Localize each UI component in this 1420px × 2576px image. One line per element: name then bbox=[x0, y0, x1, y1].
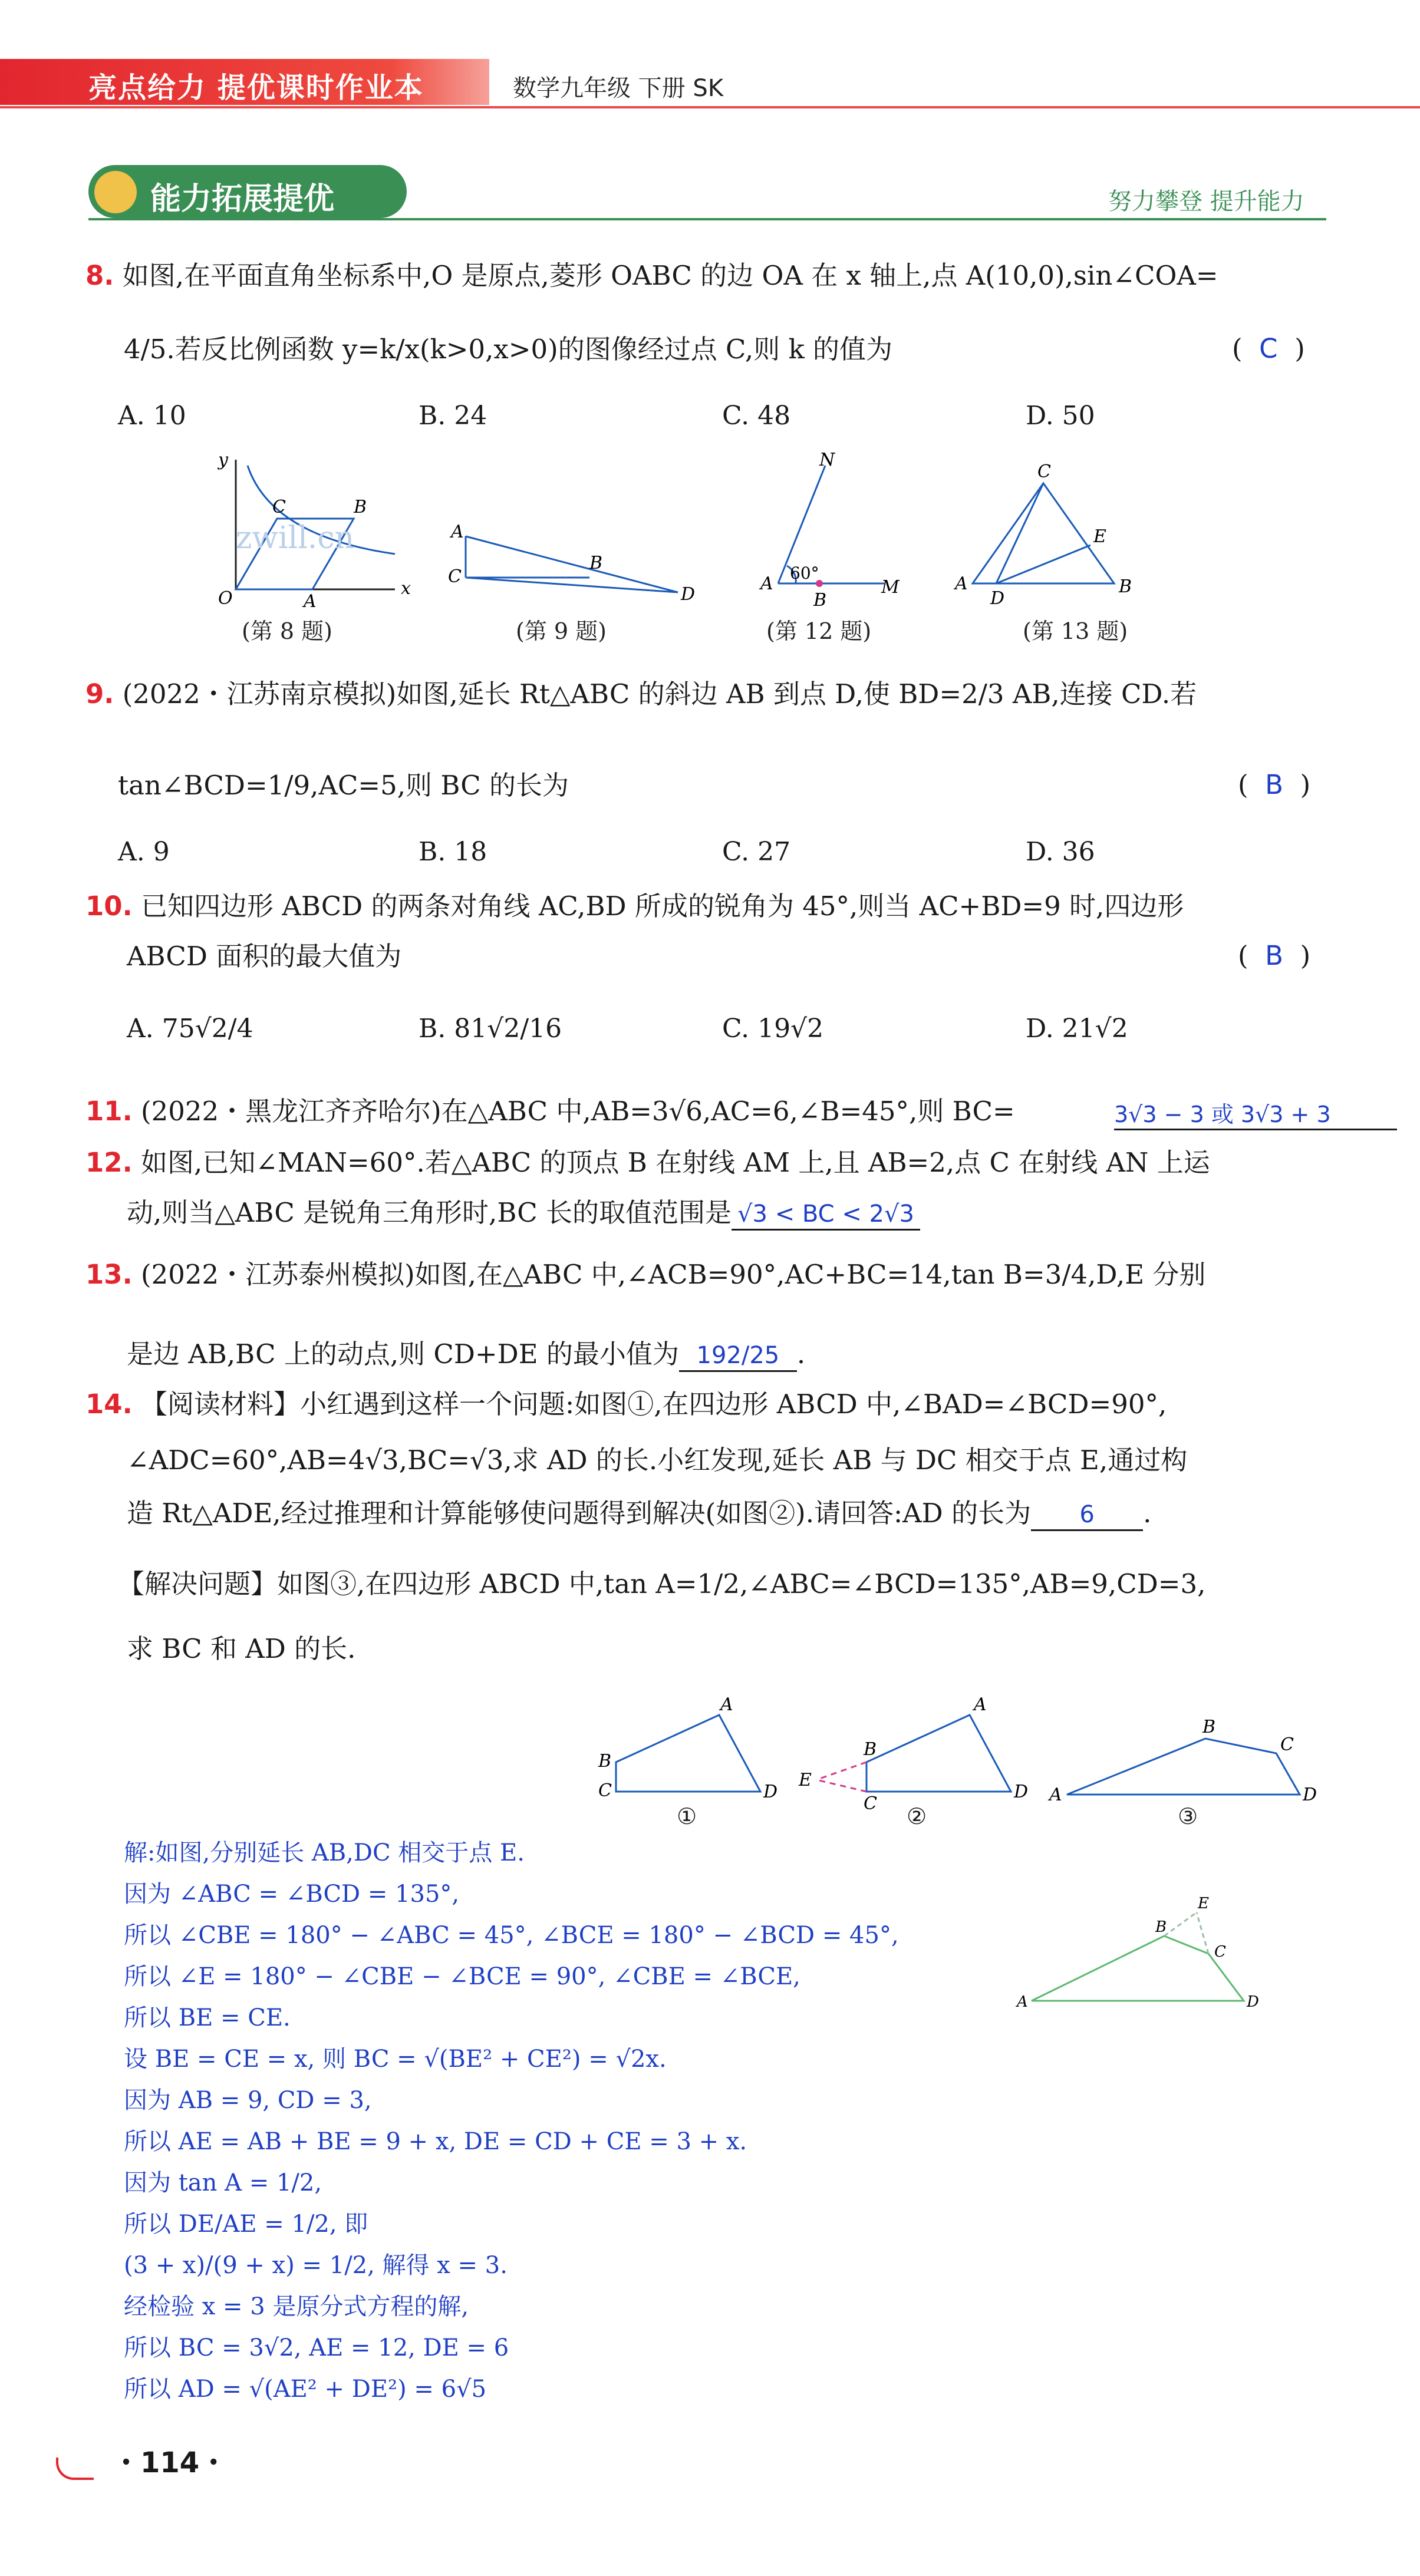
solution-line: 因为 AB = 9, CD = 3, bbox=[124, 2087, 372, 2114]
option-c: C. 48 bbox=[722, 401, 791, 431]
label-b: B bbox=[864, 1739, 877, 1760]
solution-line: 所以 ∠CBE = 180° − ∠ABC = 45°, ∠BCE = 180° − ∠BCD = 45°, bbox=[124, 1922, 899, 1949]
figure-1 bbox=[616, 1715, 760, 1792]
question-11 bbox=[85, 1095, 1015, 1128]
label-d: D bbox=[1247, 1993, 1259, 2011]
option-b: B. 81√2/16 bbox=[419, 1014, 562, 1044]
question-number: 11. bbox=[85, 1096, 133, 1127]
label-c: C bbox=[1214, 1943, 1226, 1961]
question-14-line5: 求 BC 和 AD 的长. bbox=[127, 1633, 356, 1664]
figure-13 bbox=[973, 483, 1114, 583]
label-a: A bbox=[304, 591, 317, 612]
label-c9: C bbox=[448, 566, 462, 587]
solution-line: 因为 ∠ABC = ∠BCD = 135°, bbox=[124, 1881, 460, 1908]
question-9-line1 bbox=[85, 678, 1197, 711]
option-b: B. 24 bbox=[419, 401, 487, 431]
question-8-line1 bbox=[85, 259, 1218, 292]
figure-2 bbox=[867, 1715, 1011, 1792]
solution-line: 所以 BE = CE. bbox=[124, 2004, 291, 2031]
label-c: C bbox=[864, 1793, 877, 1814]
answer-bracket-10: ( B ) bbox=[1238, 940, 1311, 971]
answer-11: 3√3 − 3 或 3√3 + 3 bbox=[1114, 1096, 1397, 1130]
solution-line: 所以 ∠E = 180° − ∠CBE − ∠BCE = 90°, ∠CBE = ∠BCE, bbox=[124, 1963, 800, 1990]
caption-fig8: (第 8 题) bbox=[242, 618, 332, 644]
label-b: B bbox=[354, 497, 367, 517]
label-e13: E bbox=[1093, 526, 1106, 547]
question-number: 10. bbox=[85, 890, 133, 922]
question-13-line1 bbox=[85, 1258, 1205, 1291]
label-a13: A bbox=[955, 573, 968, 594]
solution-line: (3 + x)/(9 + x) = 1/2, 解得 x = 3. bbox=[124, 2252, 508, 2279]
label-a: A bbox=[1049, 1785, 1062, 1805]
label-c: C bbox=[272, 497, 286, 517]
solution-figure bbox=[1014, 1886, 1297, 2016]
label-b13: B bbox=[1119, 576, 1132, 597]
question-number: 8. bbox=[85, 260, 114, 291]
question-14-line2: ∠ADC=60°,AB=4√3,BC=√3,求 AD 的长.小红发现,延长 AB 与 DC 相交于点 E,通过构 bbox=[127, 1444, 1188, 1476]
label-o: O bbox=[218, 588, 233, 609]
label-b: B bbox=[598, 1751, 612, 1772]
label-d13: D bbox=[990, 588, 1005, 609]
figure-label-2: ② bbox=[907, 1803, 927, 1829]
question-text: 如图,已知∠MAN=60°.若△ABC 的顶点 B 在射线 AM 上,且 AB=2,点 C 在射线 AN 上运 bbox=[141, 1147, 1210, 1178]
solution-line: 所以 AE = AB + BE = 9 + x, DE = CD + CE = 3 + x. bbox=[124, 2128, 747, 2155]
question-number: 12. bbox=[85, 1147, 133, 1178]
question-8-line2: 4/5.若反比例函数 y=k/x(k>0,x>0)的图像经过点 C,则 k 的值为 bbox=[124, 334, 893, 365]
option-a: A. 9 bbox=[118, 837, 170, 867]
caption-fig9: (第 9 题) bbox=[516, 618, 607, 644]
solution-line: 所以 AD = √(AE² + DE²) = 6√5 bbox=[124, 2376, 487, 2403]
header-rule bbox=[0, 106, 1420, 108]
answer-bracket-9: ( B ) bbox=[1238, 769, 1311, 800]
question-10-line2: ABCD 面积的最大值为 bbox=[127, 941, 402, 972]
caption-fig12: (第 12 题) bbox=[766, 618, 872, 644]
option-c: C. 19√2 bbox=[722, 1014, 824, 1044]
section-motto: 努力攀登 提升能力 bbox=[1108, 188, 1304, 215]
option-a: A. 10 bbox=[118, 401, 186, 431]
question-text: (2022・江苏泰州模拟)如图,在△ABC 中,∠ACB=90°,AC+BC=14,tan B=3/4,D,E 分别 bbox=[141, 1259, 1206, 1290]
question-14-line3: 造 Rt△ADE,经过推理和计算能够使问题得到解决(如图②).请回答:AD 的长为 6 . bbox=[127, 1497, 1151, 1531]
label-a9: A bbox=[451, 522, 464, 542]
watermark: zwill.cn bbox=[236, 520, 354, 556]
solution-line: 设 BE = CE = x, 则 BC = √(BE² + CE²) = √2x. bbox=[124, 2046, 667, 2073]
answer-10: B bbox=[1265, 940, 1284, 971]
solution-line: 因为 tan A = 1/2, bbox=[124, 2169, 322, 2196]
label-b: B bbox=[1202, 1717, 1216, 1737]
question-12-line1 bbox=[85, 1146, 1210, 1179]
label-d9: D bbox=[681, 584, 696, 605]
label-b9: B bbox=[589, 553, 603, 573]
figure-3 bbox=[1067, 1739, 1300, 1795]
label-n12: N bbox=[819, 450, 835, 470]
label-a: A bbox=[720, 1694, 733, 1715]
question-12-line2 bbox=[127, 1196, 920, 1231]
figure-label-1: ① bbox=[677, 1803, 697, 1829]
page-number-decoration bbox=[56, 2458, 94, 2480]
answer-8: C bbox=[1259, 333, 1278, 364]
figure-9 bbox=[466, 536, 678, 592]
figure-2-dashed bbox=[816, 1762, 867, 1792]
question-text: 动,则当△ABC 是锐角三角形时,BC 长的取值范围是 bbox=[127, 1197, 732, 1228]
label-d: D bbox=[1014, 1782, 1029, 1802]
question-14-line4: 【解决问题】如图③,在四边形 ABCD 中,tan A=1/2,∠ABC=∠BCD=135°,AB=9,CD=3, bbox=[118, 1568, 1206, 1599]
label-d: D bbox=[763, 1782, 778, 1802]
label-c: C bbox=[1280, 1734, 1294, 1755]
question-9-line2: tan∠BCD=1/9,AC=5,则 BC 的长为 bbox=[118, 770, 569, 801]
header-book-title: 数学九年级 下册 SK bbox=[513, 75, 724, 102]
label-b12: B bbox=[813, 590, 827, 611]
option-a: A. 75√2/4 bbox=[127, 1014, 253, 1044]
question-text: 造 Rt△ADE,经过推理和计算能够使问题得到解决(如图②).请回答:AD 的长为 bbox=[127, 1498, 1032, 1529]
label-d: D bbox=[1303, 1785, 1317, 1805]
question-10-line1 bbox=[85, 890, 1184, 923]
question-14-line1 bbox=[85, 1388, 1167, 1421]
question-number: 13. bbox=[85, 1259, 133, 1290]
label-m12: M bbox=[881, 577, 900, 598]
option-d: D. 36 bbox=[1026, 837, 1095, 867]
label-a: A bbox=[1017, 1993, 1028, 2011]
figure-label-3: ③ bbox=[1178, 1803, 1198, 1829]
solution-quadrilateral bbox=[1032, 1936, 1244, 2001]
question-text: 已知四边形 ABCD 的两条对角线 AC,BD 所成的锐角为 45°,则当 AC+BD=9 时,四边形 bbox=[141, 890, 1184, 922]
question-number: 9. bbox=[85, 678, 114, 710]
label-e: E bbox=[799, 1770, 812, 1790]
question-number: 14. bbox=[85, 1388, 133, 1420]
option-b: B. 18 bbox=[419, 837, 487, 867]
option-d: D. 21√2 bbox=[1026, 1014, 1128, 1044]
label-c13: C bbox=[1037, 461, 1051, 482]
header-brand: 亮点给力 提优课时作业本 bbox=[88, 71, 424, 104]
label-e: E bbox=[1198, 1895, 1209, 1912]
question-text: 如图,在平面直角坐标系中,O 是原点,菱形 OABC 的边 OA 在 x 轴上,点 A(10,0),sin∠COA= bbox=[122, 260, 1218, 291]
figures-row-q14 bbox=[589, 1680, 1356, 1845]
label-c: C bbox=[598, 1780, 612, 1801]
page-number: ・114・ bbox=[112, 2446, 228, 2479]
solution-line: 解:如图,分别延长 AB,DC 相交于点 E. bbox=[124, 1839, 525, 1866]
solution-line: 所以 BC = 3√2, AE = 12, DE = 6 bbox=[124, 2334, 509, 2361]
caption-fig13: (第 13 题) bbox=[1023, 618, 1128, 644]
solution-line: 经检验 x = 3 是原分式方程的解, bbox=[124, 2293, 469, 2320]
question-text: 【阅读材料】小红遇到这样一个问题:如图①,在四边形 ABCD 中,∠BAD=∠BCD=90°, bbox=[141, 1388, 1167, 1420]
answer-13: 192/25 bbox=[679, 1341, 797, 1372]
angle-label: 60° bbox=[790, 563, 819, 583]
section-title: 能力拓展提优 bbox=[150, 182, 335, 217]
question-13-line2: 是边 AB,BC 上的动点,则 CD+DE 的最小值为 192/25 . bbox=[127, 1338, 805, 1372]
label-y: y bbox=[218, 450, 228, 470]
label-x: x bbox=[401, 578, 411, 599]
label-a: A bbox=[974, 1694, 987, 1715]
pencil-icon bbox=[94, 171, 137, 213]
question-text: (2022・黑龙江齐齐哈尔)在△ABC 中,AB=3√6,AC=6,∠B=45°,则 BC= bbox=[141, 1096, 1015, 1127]
question-text: (2022・江苏南京模拟)如图,延长 Rt△ABC 的斜边 AB 到点 D,使 BD=2/3 AB,连接 CD.若 bbox=[122, 678, 1197, 710]
answer-9: B bbox=[1265, 769, 1284, 800]
section-rule bbox=[88, 218, 1326, 220]
label-b: B bbox=[1155, 1918, 1167, 1936]
option-d: D. 50 bbox=[1026, 401, 1095, 431]
answer-bracket-8: ( C ) bbox=[1232, 333, 1305, 364]
solution-line: 所以 DE/AE = 1/2, 即 bbox=[124, 2211, 368, 2238]
question-text: 是边 AB,BC 上的动点,则 CD+DE 的最小值为 bbox=[127, 1338, 679, 1370]
solution-extension bbox=[1164, 1912, 1208, 1954]
answer-12: √3 < BC < 2√3 bbox=[732, 1199, 920, 1231]
answer-14: 6 bbox=[1031, 1500, 1143, 1531]
option-c: C. 27 bbox=[722, 837, 791, 867]
label-a12: A bbox=[760, 573, 773, 594]
solution-block bbox=[124, 1839, 899, 2403]
